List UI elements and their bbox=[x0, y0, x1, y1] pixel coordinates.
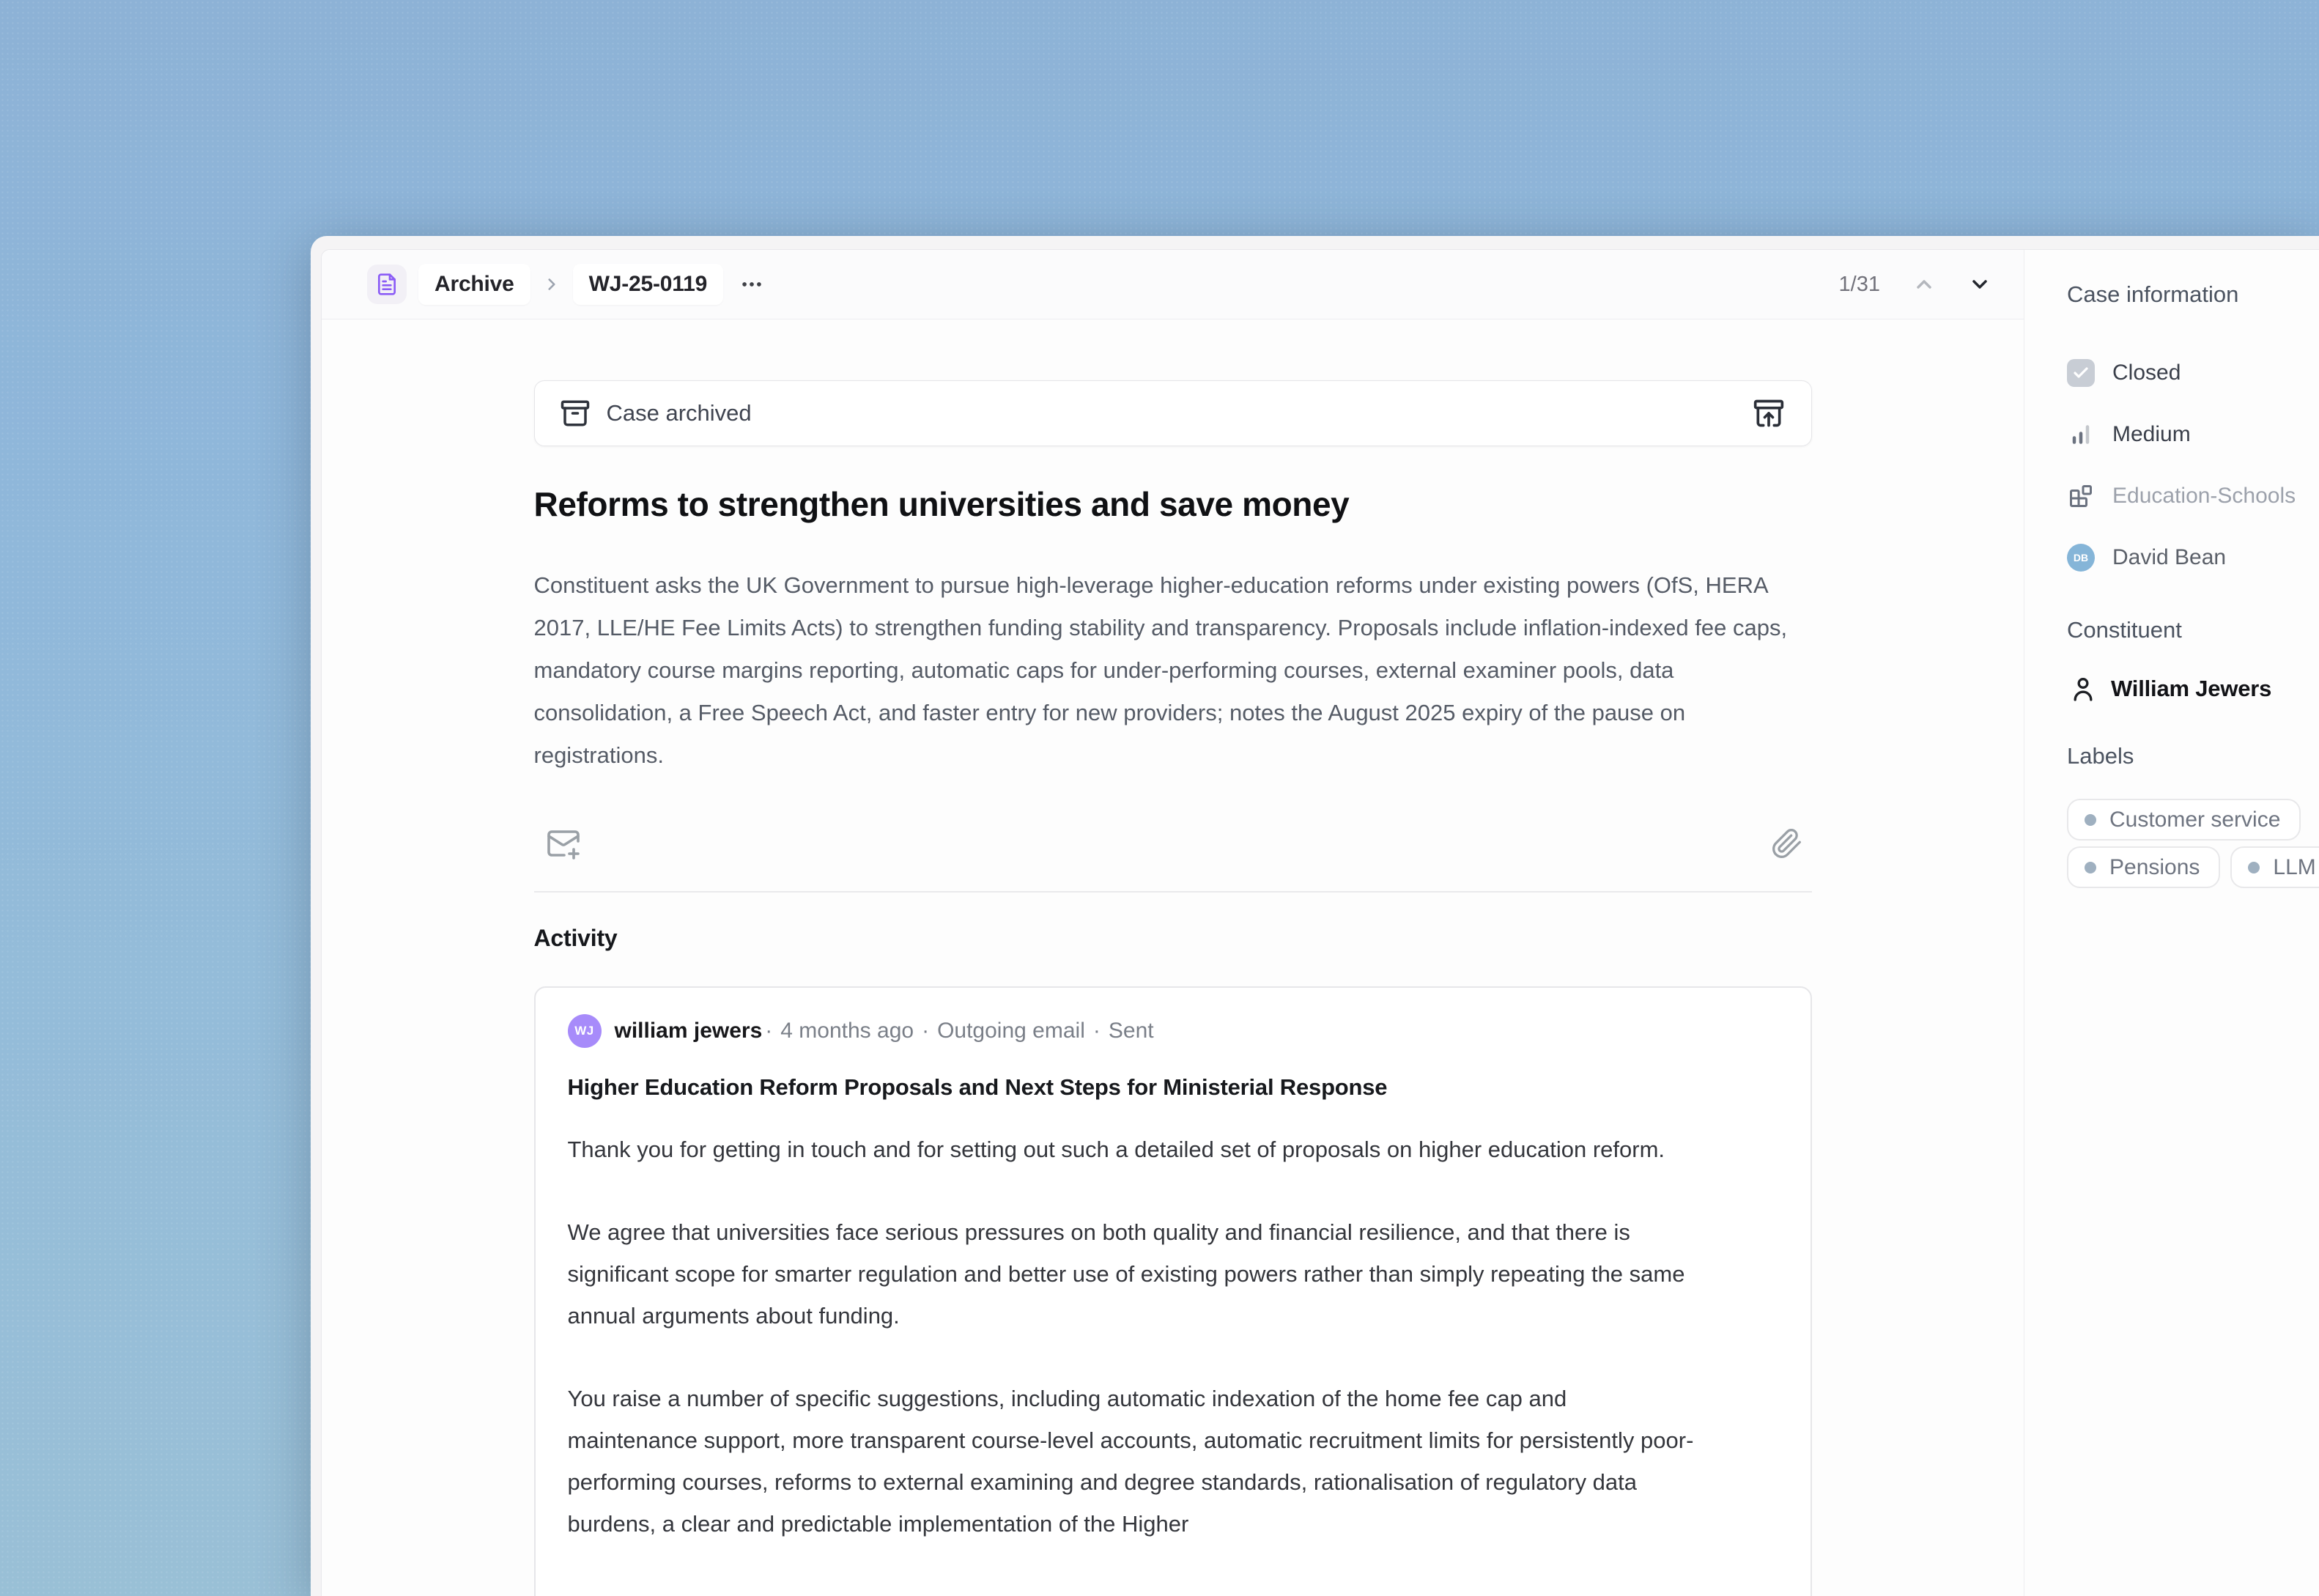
assignee-label: David Bean bbox=[2112, 545, 2227, 569]
label-text: Pensions bbox=[2109, 854, 2200, 879]
case-info-sidebar bbox=[2024, 250, 2319, 1596]
email-card bbox=[534, 986, 1812, 1596]
chevron-down-icon[interactable] bbox=[1968, 273, 1991, 296]
label-chip[interactable] bbox=[2230, 846, 2319, 888]
status-label: Closed bbox=[2112, 361, 2181, 385]
meta-dot: · bbox=[922, 1019, 930, 1043]
case-pager bbox=[1839, 273, 1991, 297]
email-meta-text bbox=[615, 1019, 1154, 1043]
avatar-william-jewers: WJ bbox=[568, 1014, 602, 1048]
pager-count: 1/31 bbox=[1838, 272, 1880, 296]
labels-list bbox=[2067, 799, 2319, 888]
email-type: Outgoing email bbox=[937, 1019, 1085, 1043]
breadcrumb-case-id-label: WJ-25-0119 bbox=[588, 272, 708, 296]
email-author: william jewers bbox=[614, 1019, 763, 1043]
email-paragraph: We agree that universities face serious pressures on both quality and financial resilience, and that there is significant scope for smarter regulation and better use of existing powers rather than simply repeating the same annual arguments about funding. bbox=[567, 1219, 1685, 1329]
bar-chart-icon bbox=[2067, 421, 2095, 448]
case-actions bbox=[534, 821, 1812, 866]
constituent-name: William Jewers bbox=[2111, 676, 2272, 701]
case-archived-banner bbox=[534, 380, 1812, 446]
email-status: Sent bbox=[1108, 1019, 1154, 1043]
person-icon bbox=[2067, 674, 2099, 703]
label-chip[interactable] bbox=[2067, 799, 2301, 841]
label-dot-icon bbox=[2085, 814, 2096, 826]
constituent-heading: Constituent bbox=[2067, 617, 2182, 643]
more-options-icon[interactable] bbox=[739, 272, 764, 297]
meta-dot: · bbox=[1092, 1019, 1101, 1043]
case-doc-chip[interactable] bbox=[367, 265, 407, 304]
labels-heading: Labels bbox=[2067, 743, 2134, 769]
chevron-right-icon bbox=[542, 275, 561, 294]
email-body bbox=[568, 1128, 1700, 1545]
checkbox-check-icon bbox=[2067, 359, 2095, 387]
label-text: Customer service bbox=[2109, 807, 2281, 832]
priority-row[interactable] bbox=[2067, 418, 2319, 451]
envelope-plus-icon[interactable] bbox=[546, 826, 581, 861]
breadcrumb-case-id[interactable] bbox=[573, 264, 723, 305]
priority-label: Medium bbox=[2112, 422, 2191, 446]
blocks-icon bbox=[2067, 483, 2095, 509]
main-column bbox=[322, 250, 2024, 1596]
banner-label: Case archived bbox=[606, 400, 752, 426]
unarchive-icon[interactable] bbox=[1753, 397, 1785, 429]
paperclip-icon[interactable] bbox=[1771, 827, 1803, 860]
section-divider bbox=[534, 891, 1812, 893]
archive-box-icon bbox=[560, 398, 591, 429]
case-description: Constituent asks the UK Government to pursue high-leverage higher-education reforms under existing powers (OfS, HERA 2017, LLE/HE Fee Limits Acts) to strengthen funding stability and transparency. Proposals include inflation-indexed fee caps, mandatory course margins reporting, automatic caps for under-performing courses, external examiner pools, data consolidation, a Free Speech Act, and faster entry for new providers; notes the August 2025 expiry of the pause on registrations. bbox=[533, 572, 1788, 768]
breadcrumb-archive[interactable] bbox=[418, 264, 530, 305]
breadcrumb bbox=[367, 264, 764, 305]
sidebar-title: Case information bbox=[2067, 281, 2239, 307]
meta-dot: · bbox=[765, 1019, 773, 1043]
case-content bbox=[322, 320, 2024, 1596]
category-row[interactable] bbox=[2067, 479, 2319, 513]
label-chip[interactable] bbox=[2067, 846, 2220, 888]
label-text: LLM bbox=[2273, 854, 2316, 879]
email-time-ago: 4 months ago bbox=[780, 1019, 914, 1043]
case-header bbox=[322, 250, 2024, 319]
category-label: Education-Schools bbox=[2112, 484, 2296, 508]
breadcrumb-archive-label: Archive bbox=[434, 272, 514, 296]
email-meta bbox=[568, 1014, 1778, 1048]
label-dot-icon bbox=[2085, 862, 2096, 873]
assignee-row[interactable] bbox=[2067, 541, 2319, 575]
label-dot-icon bbox=[2248, 862, 2260, 873]
activity-heading: Activity bbox=[533, 925, 618, 951]
email-subject: Higher Education Reform Proposals and Next Steps for Ministerial Response bbox=[567, 1074, 1388, 1100]
constituent-row[interactable] bbox=[2067, 673, 2319, 705]
status-row[interactable] bbox=[2067, 356, 2319, 390]
email-paragraph: Thank you for getting in touch and for setting out such a detailed set of proposals on higher education reform. bbox=[567, 1137, 1665, 1162]
avatar-david-bean: DB bbox=[2067, 544, 2095, 572]
case-panel bbox=[321, 249, 2319, 1596]
file-text-icon bbox=[375, 273, 399, 296]
email-paragraph: You raise a number of specific suggestions, including automatic indexation of the home fee cap and maintenance support, more transparent course-level accounts, automatic recruitment limits for persistently poor-performing courses, reforms to external examining and degree standards, rationalisation of regulatory data burdens, a clear and predictable implementation of the Higher bbox=[567, 1386, 1694, 1537]
app-window bbox=[311, 236, 2319, 1596]
chevron-up-icon[interactable] bbox=[1912, 273, 1936, 296]
case-title: Reforms to strengthen universities and save money bbox=[533, 485, 1350, 523]
